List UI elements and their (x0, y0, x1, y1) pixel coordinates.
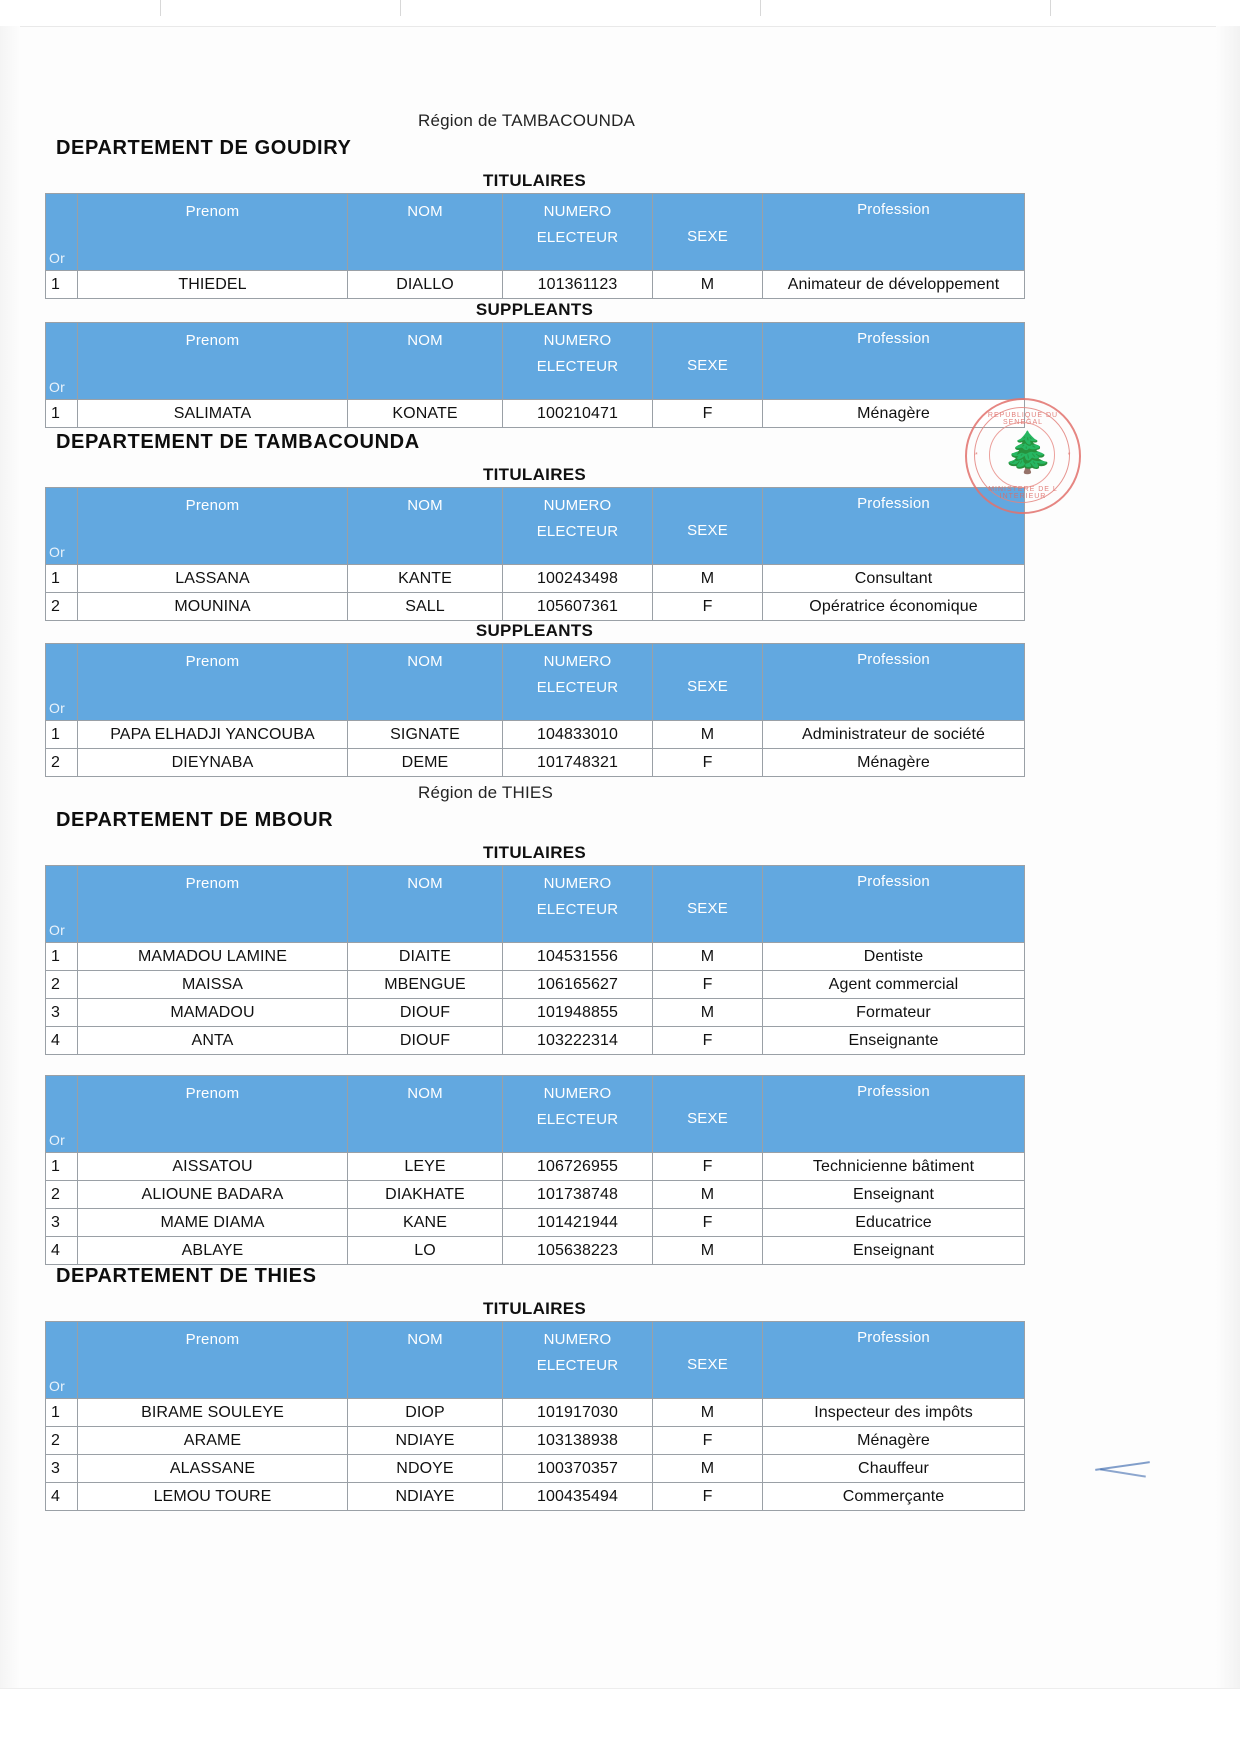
candidates-table (45, 865, 1025, 1055)
cell-numero: 104833010 (503, 721, 653, 749)
cell-sexe: F (653, 1209, 763, 1237)
table-header-row (46, 488, 1025, 565)
cell-numero: 101917030 (503, 1399, 653, 1427)
column-header-ordre: Or (46, 323, 78, 400)
cell-numero: 101361123 (503, 271, 653, 299)
column-header-nom: NOM (348, 488, 503, 565)
column-header-prenom: Prenom (78, 323, 348, 400)
column-header-ordre: Or (46, 1076, 78, 1153)
region-title: Région de TAMBACOUNDA (418, 111, 636, 130)
table-row (46, 971, 1025, 999)
cell-prenom: ABLAYE (78, 1237, 348, 1265)
table-row (46, 593, 1025, 621)
cell-prenom: MAMADOU (78, 999, 348, 1027)
cell-prenom: MAISSA (78, 971, 348, 999)
column-header-prenom: Prenom (78, 1076, 348, 1153)
table-row (46, 1027, 1025, 1055)
cell-numero: 106165627 (503, 971, 653, 999)
cell-profession: Animateur de développement (763, 271, 1025, 299)
cell-ordre: 3 (46, 999, 78, 1027)
cell-profession: Educatrice (763, 1209, 1025, 1237)
column-header-ordre: Or (46, 488, 78, 565)
cell-sexe: M (653, 271, 763, 299)
baobab-tree-icon: 🌲 (1003, 431, 1053, 475)
column-header-numero-electeur: NUMERO ELECTEUR (503, 194, 653, 271)
cell-numero: 101948855 (503, 999, 653, 1027)
table-row (46, 1209, 1025, 1237)
table-header-row (46, 1322, 1025, 1399)
cell-sexe: F (653, 1483, 763, 1511)
table-row (46, 721, 1025, 749)
column-header-numero-electeur: NUMERO ELECTEUR (503, 323, 653, 400)
candidates-table (45, 1321, 1025, 1511)
column-header-profession: Profession (763, 194, 1025, 271)
cell-prenom: PAPA ELHADJI YANCOUBA (78, 721, 348, 749)
cell-sexe: F (653, 971, 763, 999)
table-row (46, 565, 1025, 593)
column-header-nom: NOM (348, 194, 503, 271)
cell-nom: SIGNATE (348, 721, 503, 749)
column-header-prenom: Prenom (78, 866, 348, 943)
table-header-row (46, 1076, 1025, 1153)
cell-profession: Ménagère (763, 400, 1025, 428)
table-row (46, 1427, 1025, 1455)
cell-profession: Chauffeur (763, 1455, 1025, 1483)
cell-prenom: ANTA (78, 1027, 348, 1055)
cell-numero: 101748321 (503, 749, 653, 777)
cell-ordre: 1 (46, 271, 78, 299)
cell-nom: NDOYE (348, 1455, 503, 1483)
column-header-sexe: SEXE (653, 866, 763, 943)
cell-ordre: 2 (46, 1181, 78, 1209)
cell-nom: DEME (348, 749, 503, 777)
cell-numero: 106726955 (503, 1153, 653, 1181)
cell-prenom: ALASSANE (78, 1455, 348, 1483)
column-header-profession: Profession (763, 644, 1025, 721)
column-header-profession: Profession (763, 488, 1025, 565)
cell-prenom: BIRAME SOULEYE (78, 1399, 348, 1427)
table-caption: TITULAIRES (482, 843, 587, 862)
cell-ordre: 1 (46, 400, 78, 428)
column-header-sexe: SEXE (653, 194, 763, 271)
cell-numero: 100435494 (503, 1483, 653, 1511)
table-row (46, 943, 1025, 971)
cell-sexe: M (653, 565, 763, 593)
column-header-profession: Profession (763, 866, 1025, 943)
cell-sexe: M (653, 1399, 763, 1427)
cell-profession: Formateur (763, 999, 1025, 1027)
table-row (46, 1455, 1025, 1483)
cell-profession: Enseignant (763, 1237, 1025, 1265)
cell-prenom: AISSATOU (78, 1153, 348, 1181)
table-header-row (46, 194, 1025, 271)
cell-sexe: F (653, 749, 763, 777)
table-caption: TITULAIRES (482, 465, 587, 484)
cell-prenom: THIEDEL (78, 271, 348, 299)
cell-nom: LO (348, 1237, 503, 1265)
cell-nom: SALL (348, 593, 503, 621)
column-header-profession: Profession (763, 1322, 1025, 1399)
cell-nom: NDIAYE (348, 1427, 503, 1455)
cell-sexe: F (653, 593, 763, 621)
table-row (46, 400, 1025, 428)
cell-numero: 100210471 (503, 400, 653, 428)
column-header-nom: NOM (348, 323, 503, 400)
cell-numero: 101421944 (503, 1209, 653, 1237)
column-header-sexe: SEXE (653, 323, 763, 400)
cell-nom: DIAITE (348, 943, 503, 971)
cell-nom: KANE (348, 1209, 503, 1237)
cell-prenom: MAME DIAMA (78, 1209, 348, 1237)
column-header-numero-electeur: NUMERO ELECTEUR (503, 488, 653, 565)
cell-prenom: ARAME (78, 1427, 348, 1455)
cell-numero: 105638223 (503, 1237, 653, 1265)
column-header-nom: NOM (348, 1322, 503, 1399)
cell-nom: LEYE (348, 1153, 503, 1181)
column-header-ordre: Or (46, 1322, 78, 1399)
column-header-sexe: SEXE (653, 644, 763, 721)
cell-sexe: M (653, 1455, 763, 1483)
cell-numero: 103222314 (503, 1027, 653, 1055)
table-header-row (46, 866, 1025, 943)
table-row (46, 1399, 1025, 1427)
cell-ordre: 2 (46, 749, 78, 777)
cell-numero: 105607361 (503, 593, 653, 621)
stamp-right-star: * (1067, 452, 1071, 459)
cell-prenom: MAMADOU LAMINE (78, 943, 348, 971)
cell-profession: Consultant (763, 565, 1025, 593)
column-header-sexe: SEXE (653, 488, 763, 565)
cell-nom: KANTE (348, 565, 503, 593)
cell-ordre: 1 (46, 1153, 78, 1181)
column-header-numero-electeur: NUMERO ELECTEUR (503, 1322, 653, 1399)
cell-ordre: 4 (46, 1237, 78, 1265)
cell-nom: KONATE (348, 400, 503, 428)
candidates-table (45, 193, 1025, 299)
cell-ordre: 1 (46, 565, 78, 593)
cell-sexe: M (653, 721, 763, 749)
cell-numero: 104531556 (503, 943, 653, 971)
cell-prenom: ALIOUNE BADARA (78, 1181, 348, 1209)
cell-ordre: 4 (46, 1027, 78, 1055)
table-row (46, 749, 1025, 777)
table-caption: SUPPLEANTS (475, 300, 594, 319)
column-header-ordre: Or (46, 644, 78, 721)
cell-nom: DIOUF (348, 1027, 503, 1055)
cell-sexe: F (653, 400, 763, 428)
table-row (46, 1483, 1025, 1511)
column-header-profession: Profession (763, 323, 1025, 400)
cell-nom: DIOP (348, 1399, 503, 1427)
column-header-nom: NOM (348, 644, 503, 721)
column-header-sexe: SEXE (653, 1076, 763, 1153)
table-row (46, 999, 1025, 1027)
cell-nom: NDIAYE (348, 1483, 503, 1511)
cell-ordre: 3 (46, 1455, 78, 1483)
column-header-sexe: SEXE (653, 1322, 763, 1399)
region-title: Région de THIES (418, 783, 553, 802)
column-header-ordre: Or (46, 194, 78, 271)
table-row (46, 1153, 1025, 1181)
column-header-prenom: Prenom (78, 1322, 348, 1399)
cell-profession: Inspecteur des impôts (763, 1399, 1025, 1427)
column-header-numero-electeur: NUMERO ELECTEUR (503, 1076, 653, 1153)
column-header-prenom: Prenom (78, 644, 348, 721)
cell-prenom: LASSANA (78, 565, 348, 593)
column-header-nom: NOM (348, 866, 503, 943)
cell-nom: DIALLO (348, 271, 503, 299)
cell-nom: MBENGUE (348, 971, 503, 999)
column-header-prenom: Prenom (78, 488, 348, 565)
table-row (46, 271, 1025, 299)
candidates-table (45, 643, 1025, 777)
cell-profession: Enseignant (763, 1181, 1025, 1209)
cell-profession: Technicienne bâtiment (763, 1153, 1025, 1181)
column-header-profession: Profession (763, 1076, 1025, 1153)
department-title: DEPARTEMENT DE TAMBACOUNDA (56, 431, 420, 453)
cell-numero: 100243498 (503, 565, 653, 593)
cell-profession: Ménagère (763, 749, 1025, 777)
cell-profession: Opératrice économique (763, 593, 1025, 621)
column-header-numero-electeur: NUMERO ELECTEUR (503, 866, 653, 943)
cell-ordre: 2 (46, 971, 78, 999)
cell-profession: Commerçante (763, 1483, 1025, 1511)
cell-ordre: 1 (46, 721, 78, 749)
table-caption: TITULAIRES (482, 171, 587, 190)
stamp-top-text: REPUBLIQUE DU SENEGAL (987, 412, 1059, 426)
table-header-row (46, 323, 1025, 400)
cell-prenom: SALIMATA (78, 400, 348, 428)
cell-prenom: MOUNINA (78, 593, 348, 621)
cell-sexe: M (653, 999, 763, 1027)
cell-sexe: M (653, 1181, 763, 1209)
table-row (46, 1237, 1025, 1265)
cell-sexe: M (653, 943, 763, 971)
column-header-prenom: Prenom (78, 194, 348, 271)
stamp-bottom-text: MINISTERE DE L INTERIEUR (988, 486, 1058, 500)
cell-ordre: 2 (46, 1427, 78, 1455)
candidates-table (45, 487, 1025, 621)
cell-ordre: 4 (46, 1483, 78, 1511)
department-title: DEPARTEMENT DE GOUDIRY (56, 137, 352, 159)
column-header-nom: NOM (348, 1076, 503, 1153)
table-header-row (46, 644, 1025, 721)
cell-numero: 101738748 (503, 1181, 653, 1209)
cell-ordre: 3 (46, 1209, 78, 1237)
cell-nom: DIAKHATE (348, 1181, 503, 1209)
cell-profession: Dentiste (763, 943, 1025, 971)
cell-profession: Agent commercial (763, 971, 1025, 999)
department-title: DEPARTEMENT DE THIES (56, 1265, 317, 1287)
cell-sexe: M (653, 1237, 763, 1265)
column-header-ordre: Or (46, 866, 78, 943)
cell-sexe: F (653, 1027, 763, 1055)
cell-numero: 100370357 (503, 1455, 653, 1483)
cell-nom: DIOUF (348, 999, 503, 1027)
candidates-table (45, 1075, 1025, 1265)
cell-ordre: 1 (46, 1399, 78, 1427)
table-caption: SUPPLEANTS (475, 621, 594, 640)
cell-numero: 103138938 (503, 1427, 653, 1455)
cell-profession: Ménagère (763, 1427, 1025, 1455)
cell-ordre: 2 (46, 593, 78, 621)
cell-sexe: F (653, 1427, 763, 1455)
cell-sexe: F (653, 1153, 763, 1181)
department-title: DEPARTEMENT DE MBOUR (56, 809, 334, 831)
cell-prenom: DIEYNABA (78, 749, 348, 777)
table-row (46, 1181, 1025, 1209)
cell-prenom: LEMOU TOURE (78, 1483, 348, 1511)
column-header-numero-electeur: NUMERO ELECTEUR (503, 644, 653, 721)
cell-profession: Enseignante (763, 1027, 1025, 1055)
cell-ordre: 1 (46, 943, 78, 971)
candidates-table (45, 322, 1025, 428)
stamp-left-star: * (975, 452, 979, 459)
cell-profession: Administrateur de société (763, 721, 1025, 749)
table-caption: TITULAIRES (482, 1299, 587, 1318)
